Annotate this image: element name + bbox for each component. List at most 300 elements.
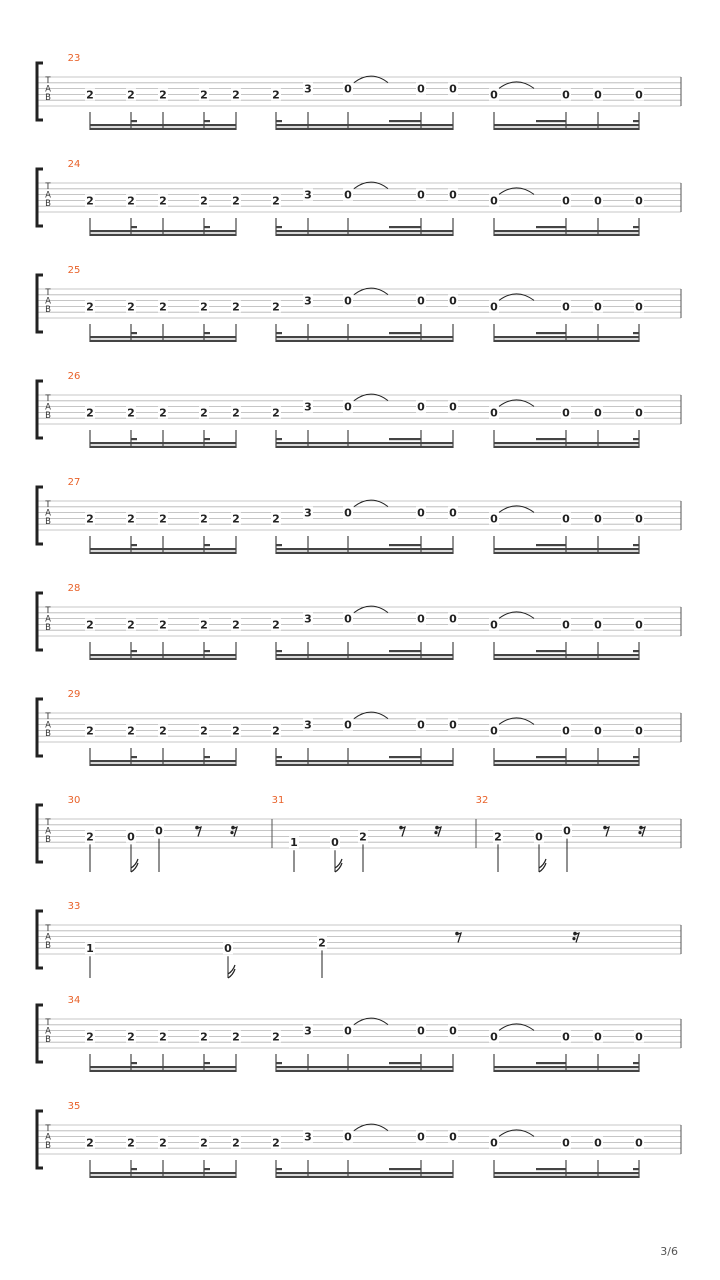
fret-number: 3 <box>304 718 312 732</box>
beam <box>494 760 639 762</box>
beam <box>494 1176 639 1178</box>
beam <box>204 650 210 652</box>
fret-number: 0 <box>635 300 643 314</box>
fret-number: 2 <box>272 194 280 208</box>
fret-number: 0 <box>594 724 602 738</box>
beam <box>494 340 639 342</box>
fret-number: 2 <box>127 88 135 102</box>
fret-number: 0 <box>594 406 602 420</box>
beam <box>131 756 137 758</box>
system-bracket <box>37 275 43 332</box>
beam <box>276 650 282 652</box>
beam <box>536 120 566 122</box>
fret-number: 2 <box>127 1030 135 1044</box>
eighth-rest <box>196 827 201 837</box>
fret-number: 2 <box>86 830 94 844</box>
fret-number: 0 <box>635 406 643 420</box>
fret-number: 0 <box>594 88 602 102</box>
fret-number: 3 <box>304 612 312 626</box>
measure-number: 30 <box>67 795 81 806</box>
fret-number: 2 <box>359 830 367 844</box>
beam <box>90 1070 236 1072</box>
fret-number: 0 <box>535 830 543 844</box>
fret-number: 2 <box>232 724 240 738</box>
fret-number: 0 <box>344 294 352 308</box>
beam <box>633 120 639 122</box>
fret-number: 0 <box>449 506 457 520</box>
beam <box>131 650 137 652</box>
fret-number: 2 <box>159 300 167 314</box>
tab-clef-letter: A <box>45 826 51 837</box>
tab-clef-letter: B <box>45 1035 51 1045</box>
beam <box>131 1062 137 1064</box>
tab-clef-letter: T <box>45 924 51 934</box>
fret-number: 0 <box>449 294 457 308</box>
fret-number: 0 <box>344 506 352 520</box>
fret-number: 2 <box>86 618 94 632</box>
fret-number: 0 <box>344 82 352 96</box>
tab-clef-letter: B <box>45 941 51 951</box>
beam <box>276 1168 282 1170</box>
beam <box>389 650 421 652</box>
beam <box>494 1066 639 1068</box>
tab-clef-letter: A <box>45 190 51 201</box>
fret-number: 0 <box>417 612 425 626</box>
fret-number: 2 <box>86 512 94 526</box>
fret-number: 3 <box>304 1024 312 1038</box>
beam <box>276 438 282 440</box>
beam <box>131 226 137 228</box>
fret-number: 2 <box>200 194 208 208</box>
beam <box>536 226 566 228</box>
beam <box>389 438 421 440</box>
beam <box>494 552 639 554</box>
fret-number: 0 <box>562 1136 570 1150</box>
fret-number: 2 <box>272 1136 280 1150</box>
tab-clef-letter: B <box>45 305 51 315</box>
tab-clef-letter: T <box>45 394 51 404</box>
tab-clef-letter: B <box>45 517 51 527</box>
beam <box>276 756 282 758</box>
fret-number: 2 <box>232 1030 240 1044</box>
beam <box>90 552 236 554</box>
beam <box>276 1172 453 1174</box>
fret-number: 0 <box>344 400 352 414</box>
beam <box>204 756 210 758</box>
beam <box>276 1070 453 1072</box>
fret-number: 2 <box>159 88 167 102</box>
fret-number: 2 <box>232 1136 240 1150</box>
eighth-rest <box>604 827 609 837</box>
beam <box>90 548 236 550</box>
beam <box>204 120 210 122</box>
beam <box>131 544 137 546</box>
sixteenth-rest <box>434 831 437 834</box>
fret-number: 0 <box>417 1130 425 1144</box>
fret-number: 2 <box>318 936 326 950</box>
fret-number: 3 <box>304 1130 312 1144</box>
fret-number: 1 <box>86 942 94 956</box>
system-bracket <box>37 381 43 438</box>
fret-number: 0 <box>490 1030 498 1044</box>
beam <box>536 756 566 758</box>
fret-number: 2 <box>272 406 280 420</box>
fret-number: 0 <box>490 1136 498 1150</box>
measure-number: 27 <box>67 477 81 488</box>
fret-number: 2 <box>159 724 167 738</box>
fret-number: 0 <box>490 300 498 314</box>
fret-number: 0 <box>344 1130 352 1144</box>
beam <box>536 650 566 652</box>
tab-clef-letter: A <box>45 508 51 519</box>
beam <box>90 760 236 762</box>
beam <box>204 226 210 228</box>
beam <box>131 438 137 440</box>
beam <box>633 438 639 440</box>
measure-number: 34 <box>67 995 81 1006</box>
tab-clef-letter: T <box>45 76 51 86</box>
fret-number: 1 <box>290 836 298 850</box>
fret-number: 0 <box>417 82 425 96</box>
beam <box>90 336 236 338</box>
fret-number: 0 <box>562 88 570 102</box>
fret-number: 0 <box>594 1136 602 1150</box>
fret-number: 0 <box>449 612 457 626</box>
beam <box>536 332 566 334</box>
beam <box>90 230 236 232</box>
fret-number: 0 <box>594 1030 602 1044</box>
beam <box>131 120 137 122</box>
fret-number: 0 <box>155 824 163 838</box>
beam <box>276 1062 282 1064</box>
system-bracket <box>37 63 43 120</box>
tab-clef-letter: B <box>45 835 51 845</box>
beam <box>389 332 421 334</box>
fret-number: 0 <box>635 724 643 738</box>
fret-number: 3 <box>304 400 312 414</box>
fret-number: 2 <box>86 194 94 208</box>
tab-clef-letter: B <box>45 1141 51 1151</box>
fret-number: 0 <box>635 1136 643 1150</box>
beam <box>276 552 453 554</box>
measure-number: 24 <box>67 159 81 170</box>
fret-number: 0 <box>331 836 339 850</box>
beam <box>494 446 639 448</box>
fret-number: 2 <box>232 88 240 102</box>
beam <box>536 544 566 546</box>
fret-number: 2 <box>200 1136 208 1150</box>
fret-number: 0 <box>490 618 498 632</box>
fret-number: 0 <box>594 300 602 314</box>
note-flag <box>335 859 342 872</box>
beam <box>633 1062 639 1064</box>
system-bracket <box>37 699 43 756</box>
fret-number: 0 <box>594 194 602 208</box>
beam <box>276 764 453 766</box>
fret-number: 2 <box>232 194 240 208</box>
fret-number: 2 <box>127 406 135 420</box>
beam <box>276 234 453 236</box>
fret-number: 0 <box>490 512 498 526</box>
fret-number: 0 <box>562 1030 570 1044</box>
beam <box>494 128 639 130</box>
tab-clef-letter: T <box>45 1124 51 1134</box>
fret-number: 0 <box>449 1024 457 1038</box>
tab-clef-letter: A <box>45 402 51 413</box>
fret-number: 0 <box>563 824 571 838</box>
beam <box>494 442 639 444</box>
fret-number: 0 <box>344 718 352 732</box>
fret-number: 0 <box>594 618 602 632</box>
fret-number: 2 <box>127 194 135 208</box>
beam <box>131 1168 137 1170</box>
note-flag <box>131 859 138 872</box>
fret-number: 0 <box>562 406 570 420</box>
fret-number: 3 <box>304 82 312 96</box>
beam <box>204 332 210 334</box>
fret-number: 0 <box>562 300 570 314</box>
fret-number: 2 <box>272 300 280 314</box>
fret-number: 0 <box>490 406 498 420</box>
beam <box>633 1168 639 1170</box>
tab-clef-letter: A <box>45 720 51 731</box>
tab-clef-letter: T <box>45 712 51 722</box>
fret-number: 3 <box>304 188 312 202</box>
beam <box>90 340 236 342</box>
fret-number: 0 <box>417 1024 425 1038</box>
beam <box>131 332 137 334</box>
beam <box>494 230 639 232</box>
fret-number: 2 <box>494 830 502 844</box>
tab-clef-letter: A <box>45 932 51 943</box>
beam <box>276 658 453 660</box>
fret-number: 0 <box>635 1030 643 1044</box>
fret-number: 2 <box>200 724 208 738</box>
beam <box>494 658 639 660</box>
fret-number: 2 <box>86 1030 94 1044</box>
tab-clef-letter: T <box>45 500 51 510</box>
system-bracket <box>37 593 43 650</box>
tab-clef-letter: A <box>45 296 51 307</box>
beam <box>389 756 421 758</box>
beam <box>90 658 236 660</box>
tab-clef-letter: A <box>45 1132 51 1143</box>
beam <box>90 1066 236 1068</box>
beam <box>90 234 236 236</box>
beam <box>389 226 421 228</box>
beam <box>276 128 453 130</box>
sixteenth-rest <box>230 831 233 834</box>
beam <box>633 756 639 758</box>
beam <box>536 1168 566 1170</box>
tab-clef-letter: A <box>45 1026 51 1037</box>
fret-number: 2 <box>86 1136 94 1150</box>
system-bracket <box>37 805 43 862</box>
fret-number: 0 <box>417 506 425 520</box>
fret-number: 2 <box>272 1030 280 1044</box>
fret-number: 0 <box>490 88 498 102</box>
fret-number: 0 <box>562 194 570 208</box>
fret-number: 0 <box>344 188 352 202</box>
tab-clef-letter: B <box>45 411 51 421</box>
fret-number: 2 <box>232 618 240 632</box>
beam <box>494 764 639 766</box>
beam <box>276 1066 453 1068</box>
tab-clef-letter: T <box>45 1018 51 1028</box>
note-flag <box>228 965 235 978</box>
note-flag <box>539 859 546 872</box>
system-bracket <box>37 169 43 226</box>
system-bracket <box>37 911 43 968</box>
fret-number: 0 <box>490 724 498 738</box>
fret-number: 2 <box>272 724 280 738</box>
fret-number: 2 <box>159 194 167 208</box>
fret-number: 2 <box>232 512 240 526</box>
fret-number: 2 <box>127 724 135 738</box>
beam <box>276 340 453 342</box>
fret-number: 2 <box>159 1136 167 1150</box>
fret-number: 2 <box>159 512 167 526</box>
beam <box>633 332 639 334</box>
fret-number: 2 <box>86 406 94 420</box>
tab-clef-letter: T <box>45 288 51 298</box>
eighth-rest <box>400 827 405 837</box>
fret-number: 0 <box>344 1024 352 1038</box>
beam <box>276 226 282 228</box>
tab-clef-letter: T <box>45 182 51 192</box>
fret-number: 2 <box>232 300 240 314</box>
beam <box>494 336 639 338</box>
beam <box>536 438 566 440</box>
fret-number: 0 <box>417 188 425 202</box>
measure-number: 29 <box>67 689 81 700</box>
beam <box>90 764 236 766</box>
beam <box>204 438 210 440</box>
fret-number: 2 <box>200 618 208 632</box>
fret-number: 2 <box>159 618 167 632</box>
system-bracket <box>37 487 43 544</box>
fret-number: 0 <box>127 830 135 844</box>
fret-number: 2 <box>200 512 208 526</box>
fret-number: 0 <box>449 400 457 414</box>
fret-number: 2 <box>127 512 135 526</box>
fret-number: 2 <box>86 724 94 738</box>
measure-number: 31 <box>271 795 285 806</box>
measure-number: 35 <box>67 1101 81 1112</box>
eighth-rest <box>456 933 461 943</box>
fret-number: 2 <box>86 88 94 102</box>
beam <box>90 442 236 444</box>
tab-clef-letter: B <box>45 623 51 633</box>
fret-number: 0 <box>417 294 425 308</box>
beam <box>276 124 453 126</box>
beam <box>633 226 639 228</box>
beam <box>276 332 282 334</box>
beam <box>90 1176 236 1178</box>
beam <box>633 650 639 652</box>
system-bracket <box>37 1111 43 1168</box>
measure-number: 33 <box>67 901 81 912</box>
tab-clef-letter: B <box>45 199 51 209</box>
fret-number: 2 <box>200 406 208 420</box>
fret-number: 0 <box>417 400 425 414</box>
fret-number: 2 <box>127 300 135 314</box>
fret-number: 0 <box>490 194 498 208</box>
beam <box>536 1062 566 1064</box>
fret-number: 0 <box>344 612 352 626</box>
fret-number: 0 <box>594 512 602 526</box>
fret-number: 2 <box>272 512 280 526</box>
beam <box>276 548 453 550</box>
fret-number: 0 <box>449 1130 457 1144</box>
beam <box>276 544 282 546</box>
fret-number: 0 <box>449 188 457 202</box>
fret-number: 0 <box>562 512 570 526</box>
beam <box>276 654 453 656</box>
beam <box>204 1168 210 1170</box>
beam <box>90 446 236 448</box>
fret-number: 3 <box>304 294 312 308</box>
fret-number: 2 <box>200 88 208 102</box>
fret-number: 2 <box>159 406 167 420</box>
tab-clef-letter: A <box>45 614 51 625</box>
fret-number: 0 <box>635 194 643 208</box>
beam <box>276 1176 453 1178</box>
beam <box>90 654 236 656</box>
beam <box>276 760 453 762</box>
fret-number: 2 <box>200 300 208 314</box>
fret-number: 2 <box>200 1030 208 1044</box>
tab-clef-letter: B <box>45 729 51 739</box>
beam <box>90 124 236 126</box>
fret-number: 0 <box>449 718 457 732</box>
tab-clef-letter: B <box>45 93 51 103</box>
beam <box>204 1062 210 1064</box>
beam <box>494 124 639 126</box>
beam <box>276 336 453 338</box>
fret-number: 2 <box>272 618 280 632</box>
beam <box>276 442 453 444</box>
fret-number: 0 <box>562 618 570 632</box>
tab-clef-letter: A <box>45 84 51 95</box>
fret-number: 2 <box>86 300 94 314</box>
beam <box>90 1172 236 1174</box>
tab-clef-letter: T <box>45 606 51 616</box>
sixteenth-rest <box>638 831 641 834</box>
measure-number: 32 <box>475 795 489 806</box>
fret-number: 0 <box>449 82 457 96</box>
fret-number: 0 <box>635 88 643 102</box>
beam <box>389 1168 421 1170</box>
beam <box>276 120 282 122</box>
fret-number: 0 <box>635 512 643 526</box>
beam <box>276 230 453 232</box>
fret-number: 2 <box>159 1030 167 1044</box>
beam <box>389 544 421 546</box>
tab-clef-letter: T <box>45 818 51 828</box>
beam <box>204 544 210 546</box>
beam <box>494 234 639 236</box>
system-bracket <box>37 1005 43 1062</box>
fret-number: 0 <box>224 942 232 956</box>
beam <box>389 1062 421 1064</box>
beam <box>494 548 639 550</box>
beam <box>494 654 639 656</box>
beam <box>276 446 453 448</box>
measure-number: 25 <box>67 265 81 276</box>
fret-number: 2 <box>232 406 240 420</box>
beam <box>494 1070 639 1072</box>
